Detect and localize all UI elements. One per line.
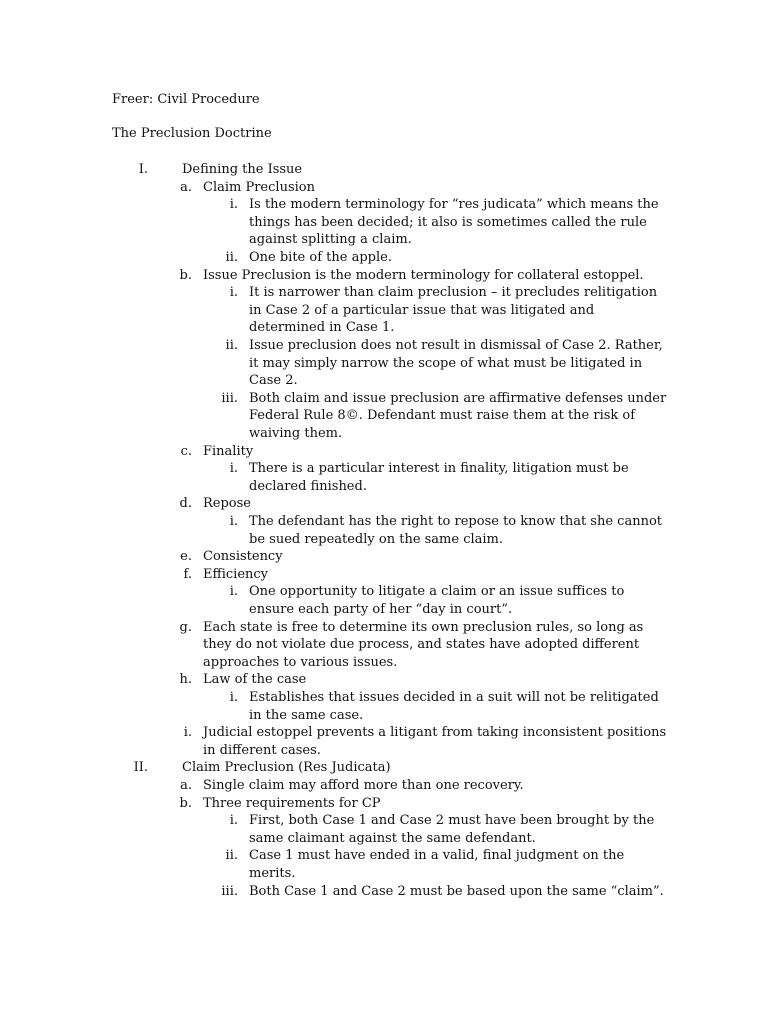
outline-subitem-text: waiving them. — [249, 426, 343, 441]
outline-subitem-text: declared finished. — [249, 478, 367, 494]
outline-marker-numeral: i. — [229, 514, 238, 529]
outline-item-text: Single claim may afford more than one recovery. — [203, 778, 524, 793]
outline-marker-letter: i. — [183, 725, 192, 741]
outline-subitem-text: it may simply narrow the scope of what must be litigated in — [249, 355, 643, 371]
outline-marker-numeral: iii. — [221, 883, 238, 899]
outline-item-text: Finality — [203, 443, 254, 459]
outline-item-text: Three requirements for CP — [203, 795, 381, 811]
outline-marker-letter: e. — [180, 549, 192, 565]
outline-subitem-text: Both Case 1 and Case 2 must be based upon the same “claim”. — [249, 883, 664, 899]
outline-marker-letter: a. — [180, 179, 192, 195]
outline-marker-numeral: i. — [229, 197, 238, 213]
outline-subitem-text: Establishes that issues decided in a suit will not be relitigated — [249, 690, 659, 705]
outline-subitem-text: One opportunity to litigate a claim or an issue suffices to — [249, 584, 625, 600]
outline-subitem-text: merits. — [249, 866, 296, 881]
outline-subitem-text: things has been decided; it also is sometimes called the rule — [249, 214, 647, 230]
outline-item-text: in different cases. — [203, 742, 321, 758]
outline-marker-letter: h. — [179, 672, 192, 688]
outline-subitem-text: in Case 2 of a particular issue that was litigated and — [249, 302, 595, 318]
outline-marker-letter: c. — [180, 443, 192, 459]
outline-marker-numeral: i. — [229, 584, 238, 600]
outline-marker-numeral: i. — [229, 690, 238, 705]
outline-item-text: Consistency — [203, 549, 283, 565]
outline-subitem-text: Issue preclusion does not result in dismissal of Case 2. Rather, — [249, 338, 663, 353]
outline-subitem-text: ensure each party of her “day in court”. — [249, 602, 513, 617]
outline-subitem-text: It is narrower than claim preclusion – it precludes relitigation — [249, 285, 658, 301]
outline-marker-numeral: ii. — [225, 338, 238, 353]
outline-subitem-text: Case 2. — [249, 373, 298, 389]
outline-subitem-text: Federal Rule 8©. Defendant must raise them at the risk of — [249, 408, 636, 424]
course-title: Freer: Civil Procedure — [112, 92, 260, 107]
outline-subitem-text: Case 1 must have ended in a valid, final judgment on the — [249, 848, 625, 864]
outline-marker-roman: I. — [138, 162, 148, 177]
outline-subitem-text: The defendant has the right to repose to know that she cannot — [249, 514, 662, 529]
outline-subitem-text: same claimant against the same defendant. — [249, 830, 536, 846]
outline-item-text: Efficiency — [203, 566, 269, 582]
outline-marker-numeral: i. — [229, 285, 238, 301]
outline-item-text: Each state is free to determine its own preclusion rules, so long as — [203, 619, 644, 635]
outline-item-text: Claim Preclusion — [203, 179, 315, 195]
outline-subitem-text: against splitting a claim. — [249, 232, 412, 248]
outline-item-text: Law of the case — [203, 672, 307, 688]
outline-item-text: they do not violate due process, and states have adopted different — [203, 637, 640, 653]
outline-subitem-text: One bite of the apple. — [249, 250, 392, 265]
outline-subitem-text: determined in Case 1. — [249, 320, 395, 336]
outline-marker-numeral: i. — [229, 461, 238, 477]
outline-item-text: Issue Preclusion is the modern terminology for collateral estoppel. — [203, 267, 644, 283]
outline-marker-letter: b. — [179, 267, 192, 283]
outline-marker-numeral: iii. — [221, 390, 238, 406]
outline-marker-letter: b. — [179, 795, 192, 811]
outline-marker-numeral: ii. — [225, 250, 238, 265]
outline-subitem-text: There is a particular interest in finality, litigation must be — [249, 461, 629, 477]
outline-marker-letter: a. — [180, 778, 192, 793]
outline-subitem-text: be sued repeatedly on the same claim. — [249, 531, 504, 547]
outline-subitem-text: First, both Case 1 and Case 2 must have been brought by the — [249, 813, 655, 829]
topic-heading: The Preclusion Doctrine — [112, 126, 272, 141]
section-heading: Claim Preclusion (Res Judicata) — [182, 760, 391, 776]
outline-marker-letter: g. — [179, 619, 192, 635]
outline-subitem-text: in the same case. — [249, 707, 364, 723]
outline-item-text: Repose — [203, 496, 251, 512]
outline-marker-numeral: i. — [229, 813, 238, 829]
outline-marker-letter: d. — [179, 496, 192, 512]
outline-marker-roman: II. — [133, 760, 148, 776]
outline-marker-numeral: ii. — [225, 848, 238, 864]
outline-marker-letter: f. — [183, 566, 192, 582]
outline-item-text: Judicial estoppel prevents a litigant from taking inconsistent positions — [203, 725, 667, 741]
outline-subitem-text: Is the modern terminology for “res judicata” which means the — [249, 197, 659, 213]
outline-subitem-text: Both claim and issue preclusion are affirmative defenses under — [249, 390, 667, 406]
section-heading: Defining the Issue — [182, 162, 303, 177]
outline-item-text: approaches to various issues. — [203, 654, 398, 670]
